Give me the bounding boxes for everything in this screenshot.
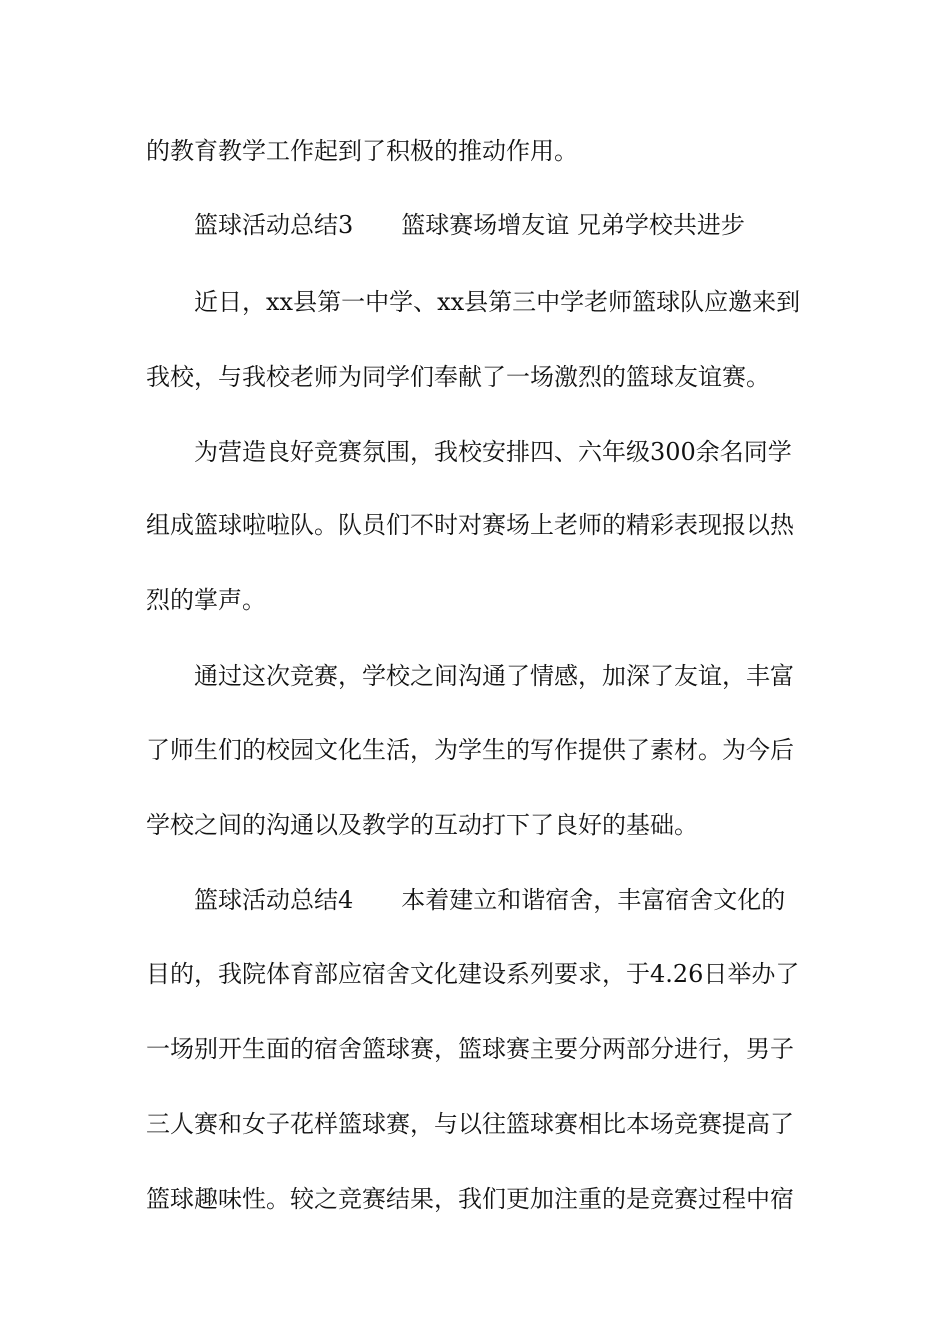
paragraph-line: 目的，我院体育部应宿舍文化建设系列要求，于4.26日举办了 (146, 960, 800, 988)
paragraph-line: 了师生们的校园文化生活，为学生的写作提供了素材。为今后 (146, 736, 794, 764)
section-heading-3: 篮球活动总结3 篮球赛场增友谊 兄弟学校共进步 (194, 211, 745, 239)
paragraph-line: 三人赛和女子花样篮球赛，与以往篮球赛相比本场竞赛提高了 (146, 1110, 794, 1138)
paragraph-line: 我校，与我校老师为同学们奉献了一场激烈的篮球友谊赛。 (146, 363, 770, 391)
paragraph-line: 烈的掌声。 (146, 586, 266, 614)
paragraph-line: 通过这次竞赛，学校之间沟通了情感，加深了友谊，丰富 (194, 662, 794, 690)
paragraph-line: 一场别开生面的宿舍篮球赛，篮球赛主要分两部分进行，男子 (146, 1035, 794, 1063)
paragraph-line: 近日，xx县第一中学、xx县第三中学老师篮球队应邀来到 (194, 288, 801, 316)
paragraph-line: 的教育教学工作起到了积极的推动作用。 (146, 137, 578, 165)
section-heading-4: 篮球活动总结4 本着建立和谐宿舍，丰富宿舍文化的 (194, 886, 786, 914)
paragraph-line: 学校之间的沟通以及教学的互动打下了良好的基础。 (146, 811, 698, 839)
paragraph-line: 篮球趣味性。较之竞赛结果，我们更加注重的是竞赛过程中宿 (146, 1185, 794, 1213)
paragraph-line: 为营造良好竞赛氛围，我校安排四、六年级300余名同学 (194, 438, 792, 466)
paragraph-line: 组成篮球啦啦队。队员们不时对赛场上老师的精彩表现报以热 (146, 511, 794, 539)
